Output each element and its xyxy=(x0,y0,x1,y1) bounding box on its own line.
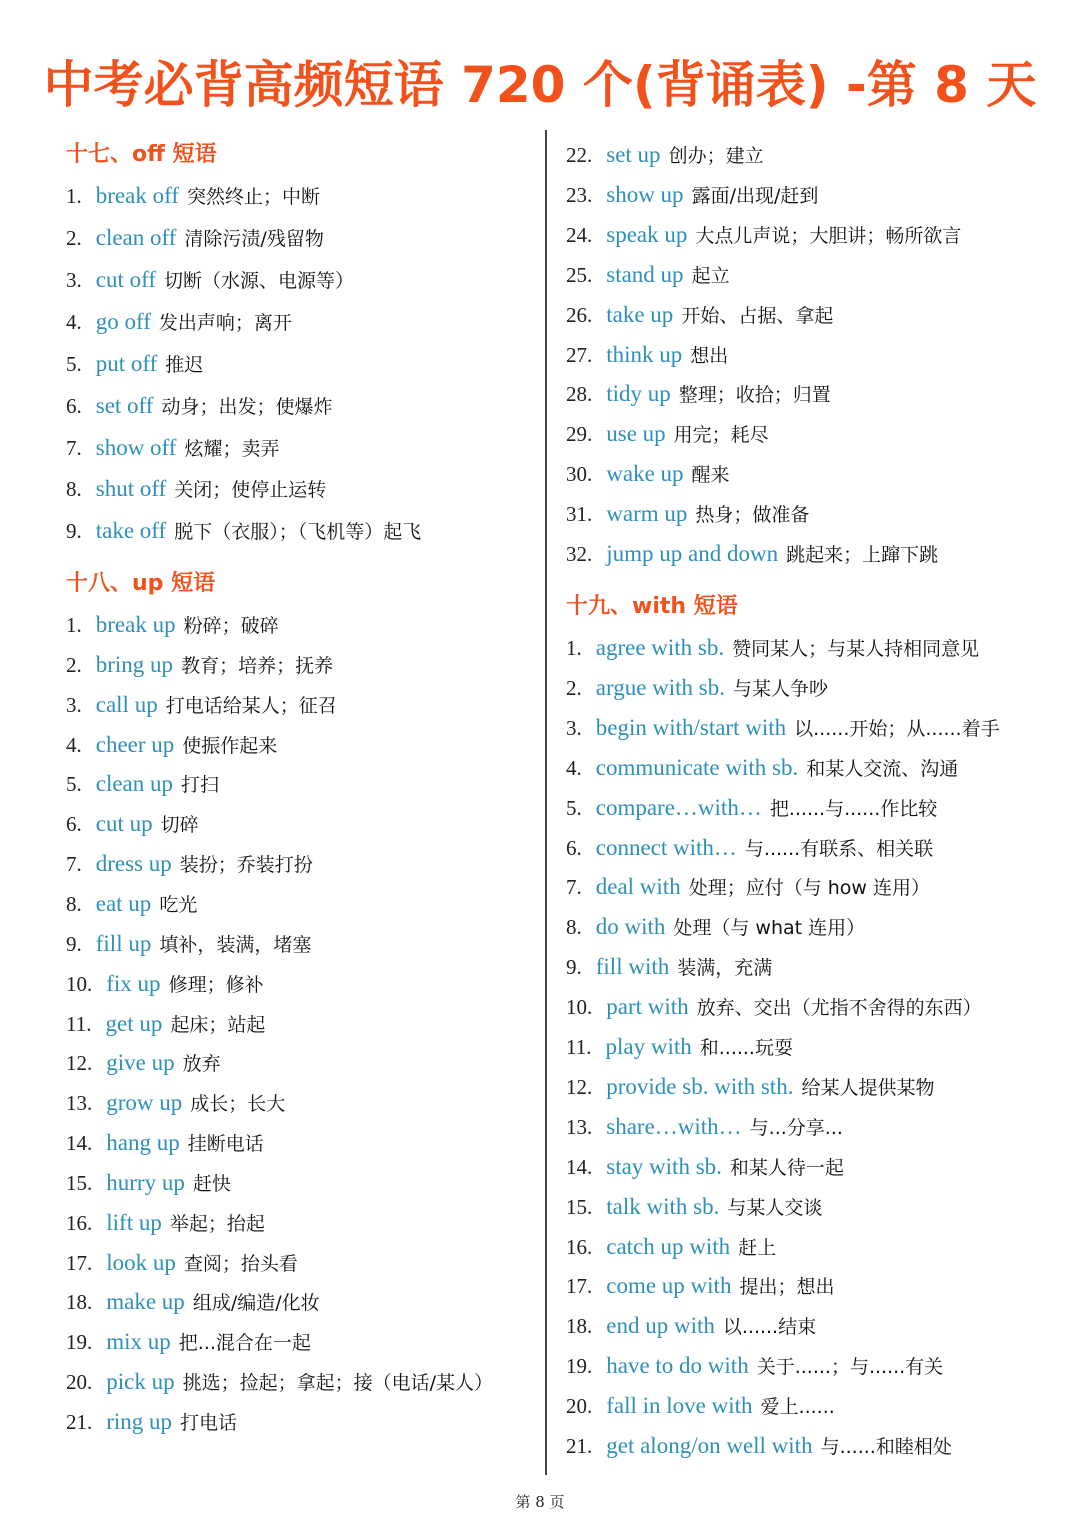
item-phrase: break up xyxy=(95,612,176,637)
item-phrase: fill up xyxy=(95,930,152,956)
phrase-item xyxy=(66,847,313,881)
item-meaning: 装扮；乔装打扮 xyxy=(179,854,313,877)
item-number: 3. xyxy=(566,715,582,740)
item-phrase: show off xyxy=(95,435,177,460)
item-phrase: put off xyxy=(95,351,158,376)
item-number: 11. xyxy=(566,1035,592,1059)
item-meaning: 切碎 xyxy=(160,814,199,837)
item-number: 10. xyxy=(66,971,93,996)
phrase-item xyxy=(66,221,324,255)
item-phrase: clean off xyxy=(95,225,177,250)
item-phrase: provide sb. with sth. xyxy=(606,1073,794,1099)
item-meaning: 和......玩耍 xyxy=(699,1037,793,1059)
item-phrase: hurry up xyxy=(106,1169,185,1195)
phrase-item xyxy=(566,1110,843,1144)
item-meaning: 关于......；与......有关 xyxy=(756,1356,944,1379)
item-phrase: tidy up xyxy=(606,381,671,407)
item-phrase: mix up xyxy=(106,1329,171,1355)
item-meaning: 整理；收拾；归置 xyxy=(678,384,831,407)
item-meaning: 打扫 xyxy=(181,774,220,797)
item-phrase: wake up xyxy=(606,461,684,487)
phrase-item xyxy=(566,1269,834,1303)
item-phrase: cut up xyxy=(95,811,153,837)
item-phrase: show up xyxy=(606,181,684,207)
item-number: 16. xyxy=(566,1234,593,1259)
item-phrase: give up xyxy=(106,1050,175,1076)
item-number: 3. xyxy=(66,692,82,717)
item-phrase: have to do with xyxy=(606,1353,749,1379)
item-meaning: 与某人争吵 xyxy=(733,677,829,700)
item-phrase: lift up xyxy=(106,1209,162,1235)
item-number: 4. xyxy=(66,732,82,757)
item-meaning: 与......和睦相处 xyxy=(820,1436,952,1458)
item-phrase: come up with xyxy=(606,1273,732,1299)
item-meaning: 以......结束 xyxy=(722,1316,817,1339)
phrase-item xyxy=(66,263,354,297)
phrase-item xyxy=(66,767,219,801)
phrase-item xyxy=(66,1166,231,1200)
phrase-item xyxy=(66,431,279,465)
item-number: 13. xyxy=(66,1091,93,1116)
item-phrase: agree with sb. xyxy=(595,635,725,660)
item-meaning: 推迟 xyxy=(165,354,204,376)
item-meaning: 处理（与 what 连用） xyxy=(673,917,866,940)
phrase-item xyxy=(66,608,279,642)
item-number: 25. xyxy=(566,262,593,287)
item-meaning: 吃光 xyxy=(159,893,198,916)
item-phrase: begin with/start with xyxy=(595,714,787,740)
item-meaning: 查阅；抬头看 xyxy=(183,1252,298,1275)
item-number: 4. xyxy=(66,310,82,334)
phrase-item xyxy=(566,218,961,252)
item-phrase: share…with… xyxy=(606,1113,742,1139)
section-title: 十八、up 短语 xyxy=(66,571,216,596)
item-phrase: break off xyxy=(95,183,179,208)
item-phrase: fall in love with xyxy=(606,1393,753,1419)
item-phrase: catch up with xyxy=(606,1233,731,1259)
item-number: 17. xyxy=(566,1274,593,1299)
item-meaning: 与某人交谈 xyxy=(727,1196,823,1219)
phrase-item xyxy=(566,1349,943,1383)
column-divider xyxy=(545,130,547,1475)
phrase-item xyxy=(66,179,320,213)
phrase-item xyxy=(566,298,833,332)
item-number: 14. xyxy=(566,1154,593,1179)
phrase-item xyxy=(66,927,311,961)
phrase-item xyxy=(566,711,1000,745)
phrase-item xyxy=(66,1086,285,1120)
item-number: 6. xyxy=(66,394,82,418)
item-number: 18. xyxy=(66,1290,93,1315)
item-number: 28. xyxy=(566,382,593,407)
item-phrase: take up xyxy=(606,301,674,327)
item-meaning: 赶快 xyxy=(192,1172,231,1195)
item-number: 11. xyxy=(66,1011,92,1036)
item-number: 5. xyxy=(66,772,82,797)
phrase-item xyxy=(566,671,828,705)
item-meaning: 和某人交流、沟通 xyxy=(806,757,959,780)
item-phrase: take off xyxy=(95,518,167,543)
phrase-item xyxy=(566,631,979,665)
phrase-item xyxy=(66,1285,320,1319)
item-phrase: play with xyxy=(605,1034,692,1059)
phrase-item xyxy=(66,807,199,841)
item-meaning: 切断（水源、电源等） xyxy=(164,270,355,292)
item-number: 21. xyxy=(566,1434,593,1458)
item-number: 6. xyxy=(566,835,582,860)
item-meaning: 成长；长大 xyxy=(190,1093,286,1116)
item-phrase: fill with xyxy=(595,954,670,980)
phrase-item xyxy=(66,1206,265,1240)
item-number: 23. xyxy=(566,182,593,207)
item-number: 13. xyxy=(566,1114,593,1139)
item-number: 1. xyxy=(66,184,82,208)
item-meaning: 填补，装满，堵塞 xyxy=(159,933,312,956)
item-number: 3. xyxy=(66,268,82,292)
item-number: 24. xyxy=(566,222,593,247)
phrase-item xyxy=(566,950,772,984)
phrase-item xyxy=(566,1309,816,1343)
phrase-item xyxy=(566,1230,776,1264)
item-number: 7. xyxy=(66,436,82,460)
phrase-item xyxy=(66,688,337,722)
item-meaning: 突然终止；中断 xyxy=(186,186,320,208)
item-phrase: look up xyxy=(106,1249,176,1275)
item-meaning: 处理；应付（与 how 连用） xyxy=(688,877,930,900)
item-phrase: speak up xyxy=(606,221,688,247)
item-number: 8. xyxy=(566,915,582,940)
item-meaning: 开始、占据、拿起 xyxy=(681,304,834,327)
item-meaning: 放弃、交出（尤指不舍得的东西） xyxy=(696,997,982,1020)
item-phrase: argue with sb. xyxy=(595,674,726,700)
item-phrase: fix up xyxy=(106,970,161,996)
phrase-item xyxy=(66,1365,493,1399)
item-meaning: 大点儿声说；大胆讲；畅所欲言 xyxy=(695,224,962,247)
item-meaning: 以......开始；从......着手 xyxy=(794,717,1000,740)
phrase-item xyxy=(566,870,930,904)
phrase-item xyxy=(566,791,937,825)
item-meaning: 打电话给某人；征召 xyxy=(165,694,337,717)
phrase-item xyxy=(66,347,203,381)
item-meaning: 粉碎；破碎 xyxy=(183,615,279,637)
item-phrase: jump up and down xyxy=(606,541,779,566)
item-number: 9. xyxy=(66,519,82,543)
item-meaning: 挑选；捡起；拿起；接（电话/某人） xyxy=(182,1372,494,1395)
item-number: 1. xyxy=(566,636,582,660)
phrase-item xyxy=(566,258,730,292)
item-meaning: 修理；修补 xyxy=(168,973,264,996)
item-meaning: 动身；出发；使爆炸 xyxy=(161,396,333,418)
item-number: 8. xyxy=(66,891,82,916)
phrase-item xyxy=(66,472,326,506)
item-meaning: 赞同某人；与某人持相同意见 xyxy=(732,638,980,660)
item-number: 15. xyxy=(66,1170,93,1195)
phrase-item xyxy=(566,457,730,491)
phrase-item xyxy=(566,1389,835,1423)
item-number: 16. xyxy=(66,1210,93,1235)
item-phrase: call up xyxy=(95,691,158,717)
phrase-item xyxy=(66,1405,237,1439)
item-meaning: 教育；培养；抚养 xyxy=(181,654,334,677)
item-meaning: 起立 xyxy=(691,264,730,287)
item-number: 2. xyxy=(66,226,82,250)
item-meaning: 使振作起来 xyxy=(182,734,278,757)
item-phrase: go off xyxy=(95,309,151,334)
phrase-item xyxy=(566,178,818,212)
phrase-item xyxy=(566,1150,844,1184)
phrase-item xyxy=(66,514,421,548)
item-phrase: do with xyxy=(595,914,666,940)
item-phrase: make up xyxy=(106,1289,185,1315)
item-phrase: hang up xyxy=(106,1130,180,1156)
phrase-item xyxy=(66,887,197,921)
item-meaning: 用完；耗尽 xyxy=(673,424,769,447)
item-number: 17. xyxy=(66,1250,93,1275)
item-phrase: dress up xyxy=(95,851,172,877)
item-number: 2. xyxy=(566,675,582,700)
item-number: 29. xyxy=(566,422,593,447)
item-number: 7. xyxy=(566,875,582,900)
item-number: 20. xyxy=(566,1394,593,1419)
item-meaning: 爱上...... xyxy=(760,1396,835,1419)
phrase-item xyxy=(566,377,831,411)
item-phrase: bring up xyxy=(95,651,174,677)
item-phrase: think up xyxy=(606,341,683,367)
item-number: 14. xyxy=(66,1131,93,1156)
item-phrase: communicate with sb. xyxy=(595,754,799,780)
phrase-item xyxy=(566,1429,952,1463)
item-meaning: 发出声响；离开 xyxy=(158,312,292,334)
item-meaning: 把......与......作比较 xyxy=(769,797,938,820)
item-phrase: shut off xyxy=(95,476,167,501)
phrase-item xyxy=(66,1126,264,1160)
phrase-item xyxy=(66,1007,265,1041)
item-meaning: 挂断电话 xyxy=(187,1133,264,1156)
phrase-item xyxy=(566,537,938,571)
item-phrase: talk with sb. xyxy=(606,1193,720,1219)
phrase-item xyxy=(566,831,933,865)
phrase-item xyxy=(566,1070,934,1104)
item-number: 27. xyxy=(566,342,593,367)
phrase-item xyxy=(566,417,769,451)
item-number: 5. xyxy=(66,352,82,376)
item-number: 8. xyxy=(66,477,82,501)
item-meaning: 露面/出现/赶到 xyxy=(691,184,819,207)
item-meaning: 提出；想出 xyxy=(739,1276,835,1299)
item-number: 5. xyxy=(566,795,582,820)
item-number: 12. xyxy=(566,1074,593,1099)
item-meaning: 跳起来；上蹿下跳 xyxy=(786,544,939,566)
item-meaning: 与......有联系、相关联 xyxy=(744,837,934,860)
item-meaning: 醒来 xyxy=(691,464,730,487)
item-phrase: set up xyxy=(606,142,661,167)
item-meaning: 放弃 xyxy=(182,1053,221,1076)
item-phrase: ring up xyxy=(106,1409,173,1434)
item-phrase: part with xyxy=(606,994,689,1020)
phrase-item xyxy=(66,1325,311,1359)
section-title: 十七、off 短语 xyxy=(66,142,217,167)
item-number: 6. xyxy=(66,812,82,837)
item-number: 12. xyxy=(66,1051,93,1076)
item-phrase: warm up xyxy=(606,501,688,527)
item-phrase: get up xyxy=(105,1010,163,1036)
item-phrase: connect with… xyxy=(595,834,737,860)
item-number: 18. xyxy=(566,1314,593,1339)
item-number: 19. xyxy=(66,1330,93,1355)
item-meaning: 起床；站起 xyxy=(170,1013,266,1036)
item-meaning: 关闭；使停止运转 xyxy=(174,479,327,501)
item-meaning: 和某人待一起 xyxy=(729,1156,844,1179)
item-phrase: set off xyxy=(95,393,154,418)
phrase-item xyxy=(566,138,764,172)
item-meaning: 赶上 xyxy=(738,1236,777,1259)
item-meaning: 给某人提供某物 xyxy=(801,1076,935,1099)
item-meaning: 打电话 xyxy=(180,1412,238,1434)
phrase-item xyxy=(566,990,982,1024)
item-number: 19. xyxy=(566,1354,593,1379)
item-meaning: 把...混合在一起 xyxy=(178,1332,311,1355)
item-phrase: end up with xyxy=(606,1313,715,1339)
item-number: 7. xyxy=(66,852,82,877)
item-meaning: 组成/编造/化妆 xyxy=(192,1292,320,1315)
item-number: 1. xyxy=(66,613,82,637)
item-meaning: 热身；做准备 xyxy=(695,504,810,527)
phrase-item xyxy=(566,1030,793,1064)
item-phrase: deal with xyxy=(595,874,681,900)
item-phrase: stay with sb. xyxy=(606,1153,722,1179)
phrase-item xyxy=(66,967,264,1001)
item-phrase: use up xyxy=(606,421,666,447)
phrase-item xyxy=(66,389,332,423)
section-title: 十九、with 短语 xyxy=(566,594,738,619)
phrase-item xyxy=(566,497,809,531)
item-meaning: 清除污渍/残留物 xyxy=(184,228,324,250)
item-number: 4. xyxy=(566,755,582,780)
item-meaning: 脱下（衣服）；（飞机等）起飞 xyxy=(174,521,422,543)
item-phrase: eat up xyxy=(95,890,152,916)
phrase-item xyxy=(66,1246,298,1280)
phrase-item xyxy=(566,338,728,372)
item-phrase: stand up xyxy=(606,261,684,287)
item-meaning: 创办；建立 xyxy=(668,145,764,167)
item-number: 22. xyxy=(566,143,593,167)
item-meaning: 举起；抬起 xyxy=(169,1212,265,1235)
item-number: 10. xyxy=(566,995,593,1020)
item-number: 21. xyxy=(66,1410,93,1434)
item-phrase: grow up xyxy=(106,1090,183,1116)
item-number: 32. xyxy=(566,542,593,566)
item-meaning: 与...分享... xyxy=(749,1116,843,1139)
item-number: 2. xyxy=(66,652,82,677)
item-number: 26. xyxy=(566,302,593,327)
page-title: 中考必背高频短语 720 个(背诵表) -第 8 天 xyxy=(43,56,1037,114)
phrase-item xyxy=(566,751,958,785)
page-number: 第 8 页 xyxy=(515,1493,565,1511)
phrase-item xyxy=(66,728,277,762)
phrase-item xyxy=(66,305,292,339)
item-phrase: pick up xyxy=(106,1369,175,1395)
item-phrase: get along/on well with xyxy=(606,1433,813,1458)
item-number: 9. xyxy=(66,931,82,956)
item-meaning: 装满，充满 xyxy=(677,957,773,980)
phrase-item xyxy=(66,1046,221,1080)
item-meaning: 炫耀；卖弄 xyxy=(184,438,280,460)
phrase-item xyxy=(566,910,865,944)
item-phrase: compare…with… xyxy=(595,794,762,820)
item-number: 31. xyxy=(566,502,593,527)
item-number: 30. xyxy=(566,462,593,487)
item-number: 15. xyxy=(566,1194,593,1219)
phrase-item xyxy=(566,1190,822,1224)
phrase-item xyxy=(66,648,333,682)
item-meaning: 想出 xyxy=(690,344,729,367)
item-number: 9. xyxy=(566,955,582,980)
item-phrase: cheer up xyxy=(95,731,175,757)
item-phrase: clean up xyxy=(95,771,174,797)
item-phrase: cut off xyxy=(95,267,157,292)
item-number: 20. xyxy=(66,1370,93,1395)
